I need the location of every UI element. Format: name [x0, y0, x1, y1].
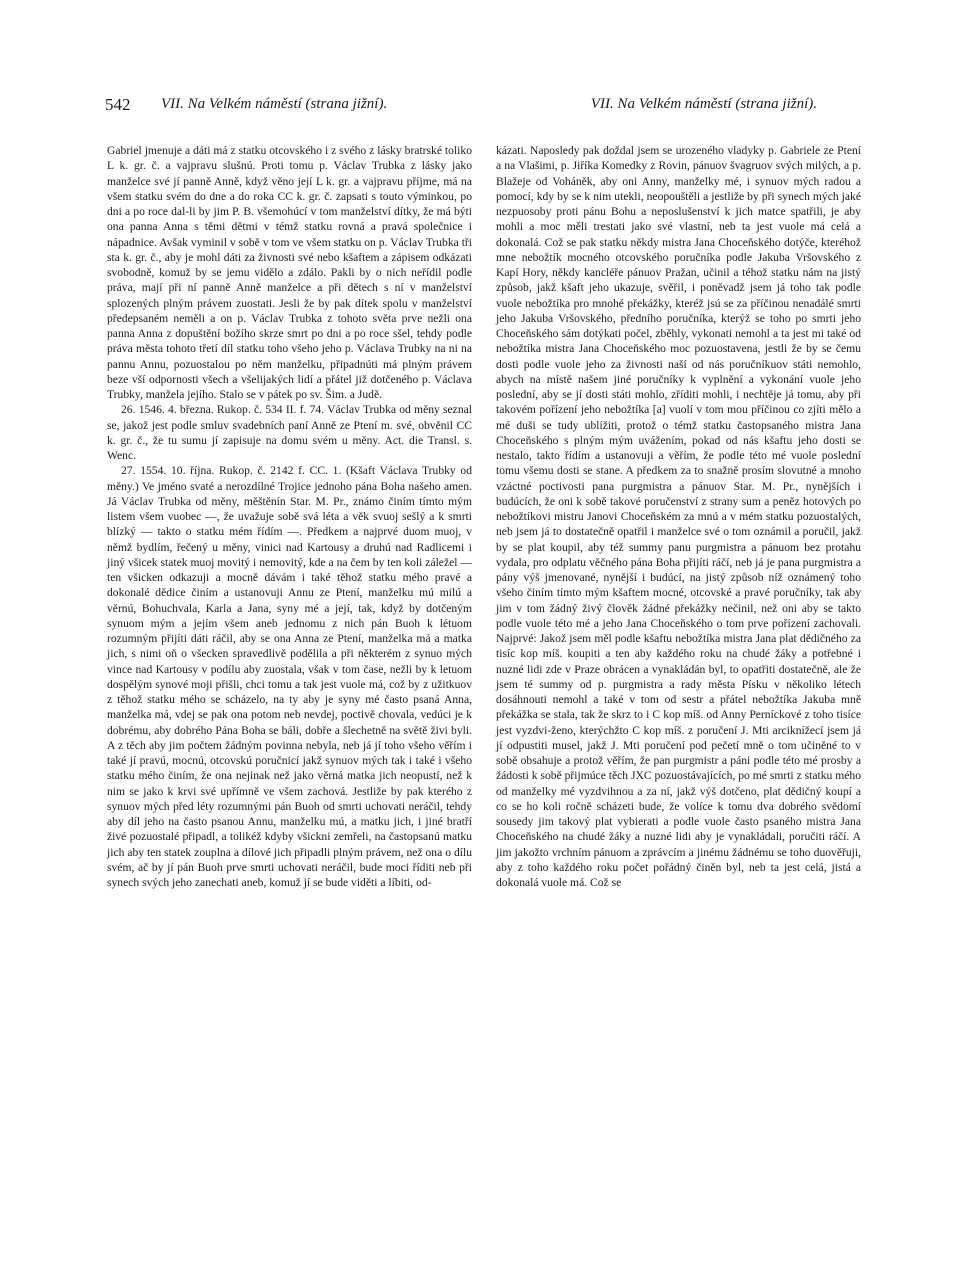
paragraph-entry-26: 26. 1546. 4. března. Rukop. č. 534 II. f. 74. Václav Trubka od měny seznal se, jakož jest podle smluv svadebních paní Anně ze Ptení m. své, obvěnil CC k. gr. č., že tu sumu jí zapisuje na domu svém u měny. Act. die Transl. s. Wenc.	[107, 403, 472, 462]
running-head-left-text: VII. Na Velkém náměstí (strana jižní).	[161, 96, 388, 112]
running-head-right	[591, 96, 817, 113]
paragraph-right-continuation: kázati. Naposledy pak doždal jsem se urozeného vladyky p. Gabriele ze Ptení a na Vlašimi, p. Jiříka Komedky z Rovin, pánuov švagruov svých milých, a p. Blažeje od Voháněk, aby oni Anny, manželky mé, i synuov mých radou a pomocí, kdy by se k nim utekli, neopouštěli a jestliže by při synech mých jaké nezpuosoby proti pánu Bohu a neposlušenství k jich matce spatřili, je aby mohli a moc měli trestati jako své vlastní, neb ta jest vuole má celá a dokonalá. Což se pak statku někdy mistra Jana Choceňského dotýče, kteréhož mne nebožtík mocného otcovského poručníka podle Jakuba Vršovského z Kapí Hory, někdy kancléře pánuov Pražan, učinil a téhož statku nám na jistý způsob, jakž kšaft jeho ukazuje, svěřil, i poněvadž jsem já toho tak podle vuole nebožtíka pro mnohé překážky, kteréž jsú se za příčinou nenadálé smrti jeho Jakuba Vršovského, předního poručníka, kterýž se toho po smrti jeho Choceňského sám dotýkati počel, zběhly, vykonati nemohl a ta jest mi také od nebožtíka mistra Jana Choceňského moc pozuostavena, jestli že by se čemu dosti podle vuole jeho za živnosti naší od nás poručníkuov státi nemohlo, abych na místě našem jiné poručníky k vyplnění a vykonání vuole jeho poslední, aby se jí dosti státi mohlo, zříditi mohli, i nechtěje já tomu, aby při takovém pořízení jeho nebožtíka [a] vuolí v tom mou příčinou co zjíti mělo a mé duši se tudy ublížiti, protož o témž statku častopsaného mistra Jana Choceňského s plným mým uvážením, pokad od nás kšaftu jeho dosti se nestalo, takto řídím a ustanovuji a věřím, že podle této mé vuole poslední tomu všemu dosti se stane. A předkem za to snažně prosím slovutné a mnoho vzáctné poctivosti pana purgmistra a pánuov Star. M. Pr., nynějších i budúcích, že oni k sobě takové poručenství z strany sum a peněz hotových po nebožtíkovi mistru Janovi Choceňském za mnú a v mém statku pozuostalých, neb jsem já to dostatečně opatřil i manželce své o tom oznámil a poručil, jakž by se plat koupil, aby též summy panu purgmistra a pánuom bez protahu vydala, pro odplatu věčného pána Boha přijíti ráčí, neb já je pana purgmistra a pány výš jmenované, nynější i budúcí, na jistý způsob níž oznámený toho všeho činím tímto mým kšaftem mocné, otcovské a pravé poručníky, tak aby jim v tom žádný živý člověk žádné překážky nečinil, než oni aby se takto podle vuole této mé a jeho Jana Choceňského o tom prve pořízení zachovali. Najprvé: Jakož jsem měl podle kšaftu nebožtíka mistra Jana plat dědičného za tisíc kop míš. koupiti a ten aby každého roku na chudé žáky a potřebné i nuzné lidi zde v Praze obrácen a vynakládán byl, to opatřiti dostatečně, ale že jsem té summy od p. purgmistra a rady města Písku v několiko létech dosáhnouti nemohl a také v tom od sestr a přátel nebožtíka Jakuba mně překážka se stala, tak že skrz to i C kop míš. od Anny Perníckové z toho tisíce jest vyzdvi-ženo, kterýchžto C kop míš. z poručení J. Mti arciknížecí jsem já jí odpustiti musel, jakž J. Mti poručení pod pečetí mně o tom učiněné to v sobě obsahuje a protož věřím, že pan purgmistr a páni podle této mé prosby a žádosti k sobě přijmúce těch JXC pozuostávajících, po mé smrti z statku mého od manželky mé vyzdvihnou a za ní, jakž výš dotčeno, plat dědičný koupí a co se ho koli ročně scházeti bude, že volíce k tomu dva dobrého svědomí sousedy jim takový plat vybierati a podle vuole často psaného mistra Jana Choceňského na chudé žáky a nuzné lidi aby je vynakládali, poručiti ráčí. A jim jakožto vrchním pánuom a zprávcím a jinému žádnému se toho duověřuji, aby z toho každého roku počet pořádný činěn byl, neb ta jest celá, jistá a dokonalá vuole má. Což se	[496, 144, 861, 889]
paragraph-entry-27: 27. 1554. 10. října. Rukop. č. 2142 f. CC. 1. (Kšaft Václava Trubky od měny.) Ve jméno svaté a nerozdílné Trojice jednoho pána Boha našeho amen. Já Václav Trubka od měny, měštěnín Star. M. Pr., známo činím tímto mým listem všem vuobec —, že uvažuje sobě svá léta a věk svuoj sešlý a k smrti blízký — takto o statku mém řídím —. Předkem a najprvé duom muoj, v němž bydlím, řečený u měny, vinici nad Kartousy a druhú nad Radlicemi i jiný všicek statek muoj movitý i nemovitý, kde a na čem by ten koli záležel — ten všicken odkazuji a mocně dávám i také těhož statku mého pravé a dokonalé dědice činím a ustanovuji Annu ze Ptení, manželku mú milú a věrnú, Bohuchvala, Karla a Jana, syny mé a její, tak, když by dotčeným synuom mým a jejím všem aneb jednomu z nich pán Buoh k létuom rozumným přijíti dáti ráčil, aby se ona Anna ze Ptení, manželka má a matka jich, s nimi oň o všecken spravedlivě podělila a při některém z synuo mých vince nad Kartousy v podílu aby zuostala, však v tom čase, nežli by k letuom dospělým synové moji přišli, chci tomu a tak jest vuole má, což by z užitkuov z těhož statku mého se scházelo, na ty aby je syny mé často psaná Anna, manželka má, vdej se pak ona potom neb nevdej, poctivě chovala, vedúci je k dobrému, aby dobrého Pána Boha se báli, dobře a šlechetně na světě živi byli. A z těch aby jim počtem žádným povinna nebyla, neb já jí toho všeho věřím i také jí pravú, mocnú, otcovskú poručnicí jakž synuov mých tak i také i všeho statku mého činím, že ona nejinak než jako věrná matka jich neopustí, než k nim se jako k krvi své upřímně ve všem zachová. Jestliže by pak kterého z synuov mých před léty rozumnými pán Buoh od smrti uchovati neráčil, tehdy aby díl jeho na často psanou Annu, manželku mú, a matku jich, i jiné bratří živé pozuostalé připadl, a tolikéž kdyby všickni zemřeli, na častopsanú matku jich aby ten statek zouplna a dílové jich připadli plným právem, než ona o dílu svém, ač by jí pán Buoh prve smrti uchovati neráčil, bude moci říditi neb při synech svých jeho zanechati aneb, komuž jí se bude viděti a líbiti, od-	[107, 464, 472, 889]
page-header	[105, 95, 863, 119]
left-text-column	[107, 143, 472, 890]
right-text-column	[496, 143, 861, 890]
running-head-right-text: VII. Na Velkém náměstí (strana jižní).	[590, 96, 817, 112]
running-head-left	[161, 96, 387, 113]
page-number: 542	[105, 95, 131, 114]
paragraph-continuation: Gabriel jmenuje a dáti má z statku otcovského i z svého z lásky bratrské toliko L k. gr. č. a vajpravu slušnú. Proti tomu p. Václav Trubka z lásky jako manželce své jí panně Anně, když věno její L k. gr. a vajpravu příjme, má na všem statku svém do dne a do roka CC k. gr. č. zapsati s touto výminkou, po dni a po roce dal-li by jim P. B. všemohúcí v tom manželství dítky, že má býti ona panna Anna s těmi dětmi v témž statku rovná a pravá společnice i nápadnice. Avšak vyminil v sobě v tom ve všem statku on p. Václav Trubka tři sta k. gr. č., aby je mohl dáti za živnosti své nebo kšaftem a zápisem odkázati svobodně, komuž by se jemu vidělo a zdálo. Pakli by o nich neřídil podle práva, mají při ní panně Anně manželce a při dětech s ní v manželství splozených plným právem zuostati. Jesli že by pak dítek spolu v manželství předepsaném neměli a on p. Václav Trubka z tohoto světa prve nežli ona panna Anna z dopuštění božího skrze smrt po dni a po roce sšel, tehdy podle práva města tohoto třetí díl statku toho všeho jeho p. Václava Trubky na ni na pannu Annu, pozuostalou po něm manželku, připadnúti má plným právem beze vší odpornosti všech a všelijakých lidí a přátel již dotčeného p. Václava Trubky, manžela jejího. Stalo se v pátek po sv. Šim. a Judě.	[107, 144, 472, 401]
